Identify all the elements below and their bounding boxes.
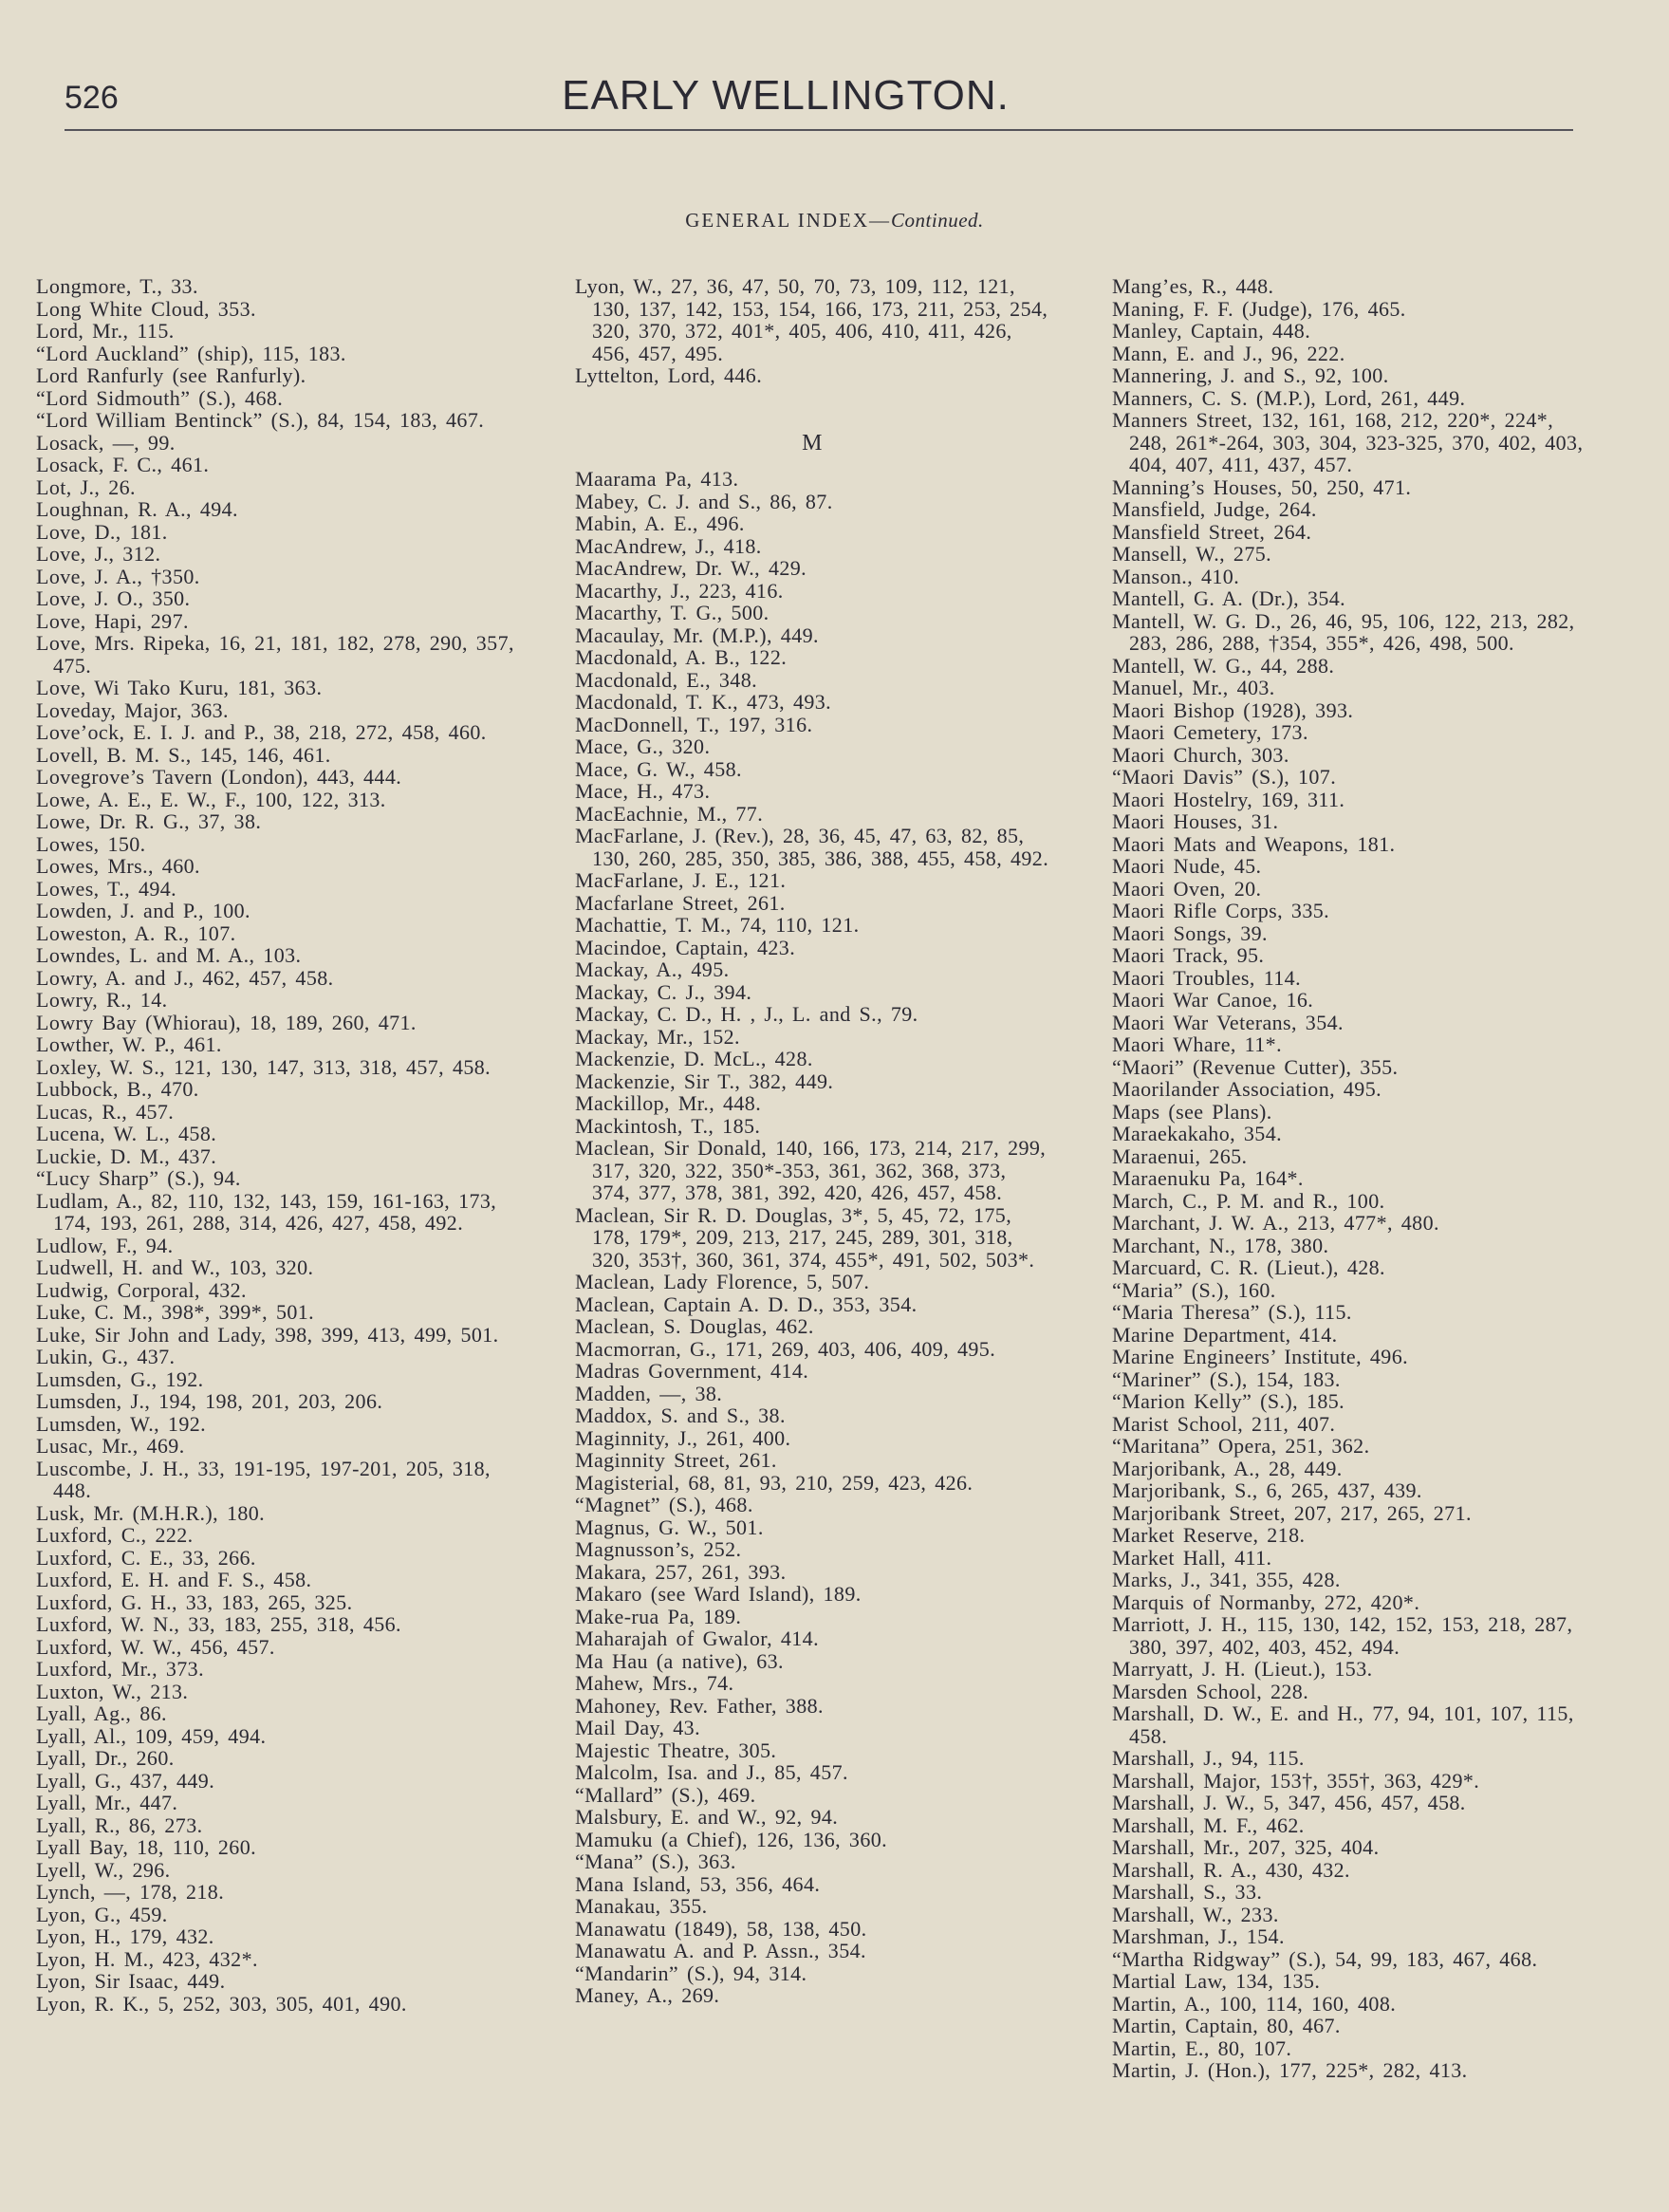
- index-entry: Mantell, G. A. (Dr.), 354.: [1112, 586, 1346, 610]
- index-entry: Lyell, W., 296.: [36, 1857, 171, 1882]
- column-2-bottom-entries: [575, 468, 1049, 2007]
- index-entry: Maning, F. F. (Judge), 176, 465.: [1112, 296, 1406, 321]
- index-entry: Losack, —, 99.: [36, 430, 176, 455]
- index-entry: Maori Nude, 45.: [1112, 854, 1262, 878]
- index-entry: Lubbock, B., 470.: [36, 1077, 199, 1101]
- index-entry: Luke, C. M., 398*, 399*, 501.: [36, 1300, 315, 1324]
- index-entry: Maney, A., 269.: [575, 1983, 720, 2007]
- index-entry: “Maori” (Revenue Cutter), 355.: [1112, 1054, 1399, 1079]
- index-column-1: [36, 275, 529, 2015]
- index-entry: “Lord Sidmouth” (S.), 468.: [36, 385, 284, 410]
- index-entry: Luxton, W., 213.: [36, 1679, 189, 1703]
- index-entry: Lyon, H., 179, 432.: [36, 1924, 214, 1948]
- index-entry: Mackay, C. J., 394.: [575, 979, 752, 1004]
- index-entry: Mansfield, Judge, 264.: [1112, 497, 1317, 521]
- index-entry: Love, Wi Tako Kuru, 181, 363.: [36, 676, 323, 699]
- index-entry: Manawatu A. and P. Assn., 354.: [575, 1939, 866, 1962]
- index-entry: Macfarlane Street, 261.: [575, 890, 786, 915]
- index-entry: Maclean, Sir R. D. Douglas, 3*, 5, 45, 72, 175, 178, 179*, 209, 213, 217, 245, 289, 301, 318, 320, 353†, 360, 361, 374, 455*, 491, 502, 503*.: [575, 1202, 1035, 1272]
- index-entry: Maps (see Plans).: [1112, 1099, 1272, 1124]
- index-entry: Luxford, C., 222.: [36, 1523, 194, 1547]
- index-entry: Lord, Mr., 115.: [36, 319, 175, 343]
- index-entry: Lowry Bay (Whiorau), 18, 189, 260, 471.: [36, 1010, 417, 1034]
- index-entry: Lyon, R. K., 5, 252, 303, 305, 401, 490.: [36, 1991, 407, 2016]
- index-entry: Mackenzie, D. McL., 428.: [575, 1047, 813, 1070]
- index-entry: Madden, —, 38.: [575, 1381, 723, 1405]
- index-entry: Magnus, G. W., 501.: [575, 1515, 764, 1539]
- index-entry: Marshman, J., 154.: [1112, 1924, 1285, 1948]
- index-entry: Lowndes, L. and M. A., 103.: [36, 943, 302, 967]
- index-entry: “Mandarin” (S.), 94, 314.: [575, 1961, 807, 1985]
- index-entry: Mansfield Street, 264.: [1112, 519, 1312, 544]
- index-entry: Lyon, Sir Isaac, 449.: [36, 1969, 226, 1993]
- index-entry: Lusac, Mr., 469.: [36, 1434, 185, 1458]
- index-entry: Mana Island, 53, 356, 464.: [575, 1871, 821, 1896]
- index-entry: Lyttelton, Lord, 446.: [575, 363, 763, 387]
- index-entry: Luke, Sir John and Lady, 398, 399, 413, 499, 501.: [36, 1322, 499, 1347]
- index-entry: Maori Songs, 39.: [1112, 920, 1268, 945]
- index-entry: Manners Street, 132, 161, 168, 212, 220*, 224*, 248, 261*-264, 303, 304, 323-325, 370, 402, 403, 404, 407, 411, 437, 457.: [1112, 408, 1584, 476]
- index-entry: Marist School, 211, 407.: [1112, 1411, 1336, 1436]
- index-entry: Lovegrove’s Tavern (London), 443, 444.: [36, 765, 402, 789]
- index-entry: Marryatt, J. H. (Lieut.), 153.: [1112, 1657, 1373, 1681]
- index-entry: Macarthy, T. G., 500.: [575, 601, 770, 624]
- index-entry: Love, Mrs. Ripeka, 16, 21, 181, 182, 278, 290, 357, 475.: [36, 631, 514, 678]
- index-entry: Ludwell, H. and W., 103, 320.: [36, 1255, 314, 1279]
- index-entry: Macdonald, T. K., 473, 493.: [575, 690, 832, 714]
- page-number: 526: [65, 80, 119, 116]
- index-entry: Marquis of Normanby, 272, 420*.: [1112, 1589, 1420, 1614]
- index-entry: Maori Whare, 11*.: [1112, 1032, 1282, 1056]
- index-entry: Martin, E., 80, 107.: [1112, 2035, 1292, 2060]
- index-entry: “Lucy Sharp” (S.), 94.: [36, 1166, 241, 1190]
- index-entry: Marchant, N., 178, 380.: [1112, 1233, 1329, 1257]
- index-entry: Lucena, W. L., 458.: [36, 1122, 217, 1145]
- index-entry: Macindoe, Captain, 423.: [575, 935, 796, 959]
- index-entry: Luxford, E. H. and F. S., 458.: [36, 1568, 312, 1591]
- index-entry: Love, J. A., †350.: [36, 564, 200, 588]
- index-entry: Maraenuku Pa, 164*.: [1112, 1166, 1304, 1190]
- index-entry: Marcuard, C. R. (Lieut.), 428.: [1112, 1255, 1385, 1279]
- index-entry: Marine Engineers’ Institute, 496.: [1112, 1345, 1408, 1368]
- index-entry: Losack, F. C., 461.: [36, 453, 210, 476]
- index-entry: Maori War Canoe, 16.: [1112, 988, 1314, 1012]
- index-entry: Marshall, S., 33.: [1112, 1880, 1263, 1904]
- index-entry: Mace, G., 320.: [575, 734, 711, 758]
- index-entry: Market Hall, 411.: [1112, 1545, 1272, 1570]
- index-entry: Luxford, W. W., 456, 457.: [36, 1634, 275, 1659]
- index-entry: Maraenui, 265.: [1112, 1143, 1248, 1168]
- index-entry: Lowry, A. and J., 462, 457, 458.: [36, 965, 334, 990]
- index-entry: Makara, 257, 261, 393.: [575, 1559, 787, 1584]
- index-entry: “Maria Theresa” (S.), 115.: [1112, 1300, 1352, 1324]
- index-entry: Love, D., 181.: [36, 519, 168, 544]
- index-entry: Maginnity, J., 261, 400.: [575, 1425, 791, 1450]
- index-entry: Lumsden, G., 192.: [36, 1366, 204, 1391]
- index-entry: Marjoribank Street, 207, 217, 265, 271.: [1112, 1500, 1472, 1525]
- index-entry: Lyall, Ag., 86.: [36, 1701, 167, 1725]
- index-entry: Ludwig, Corporal, 432.: [36, 1277, 247, 1302]
- index-entry: “Mallard” (S.), 469.: [575, 1782, 756, 1807]
- index-entry: Lowes, Mrs., 460.: [36, 854, 200, 878]
- index-entry: Maraekakaho, 354.: [1112, 1122, 1283, 1145]
- index-entry: Maclean, S. Douglas, 462.: [575, 1314, 814, 1338]
- index-entry: Loughnan, R. A., 494.: [36, 497, 238, 521]
- index-entry: “Mariner” (S.), 154, 183.: [1112, 1366, 1341, 1391]
- index-entry: Ludlam, A., 82, 110, 132, 143, 159, 161-163, 173, 174, 193, 261, 288, 314, 426, 427, 458, 492.: [36, 1188, 497, 1235]
- index-entry: Makaro (see Ward Island), 189.: [575, 1582, 862, 1606]
- index-entry: Luxford, C. E., 33, 266.: [36, 1545, 256, 1570]
- index-entry: Maharajah of Gwalor, 414.: [575, 1626, 819, 1650]
- index-entry: MacAndrew, J., 418.: [575, 533, 762, 558]
- index-entry: Mackillop, Mr., 448.: [575, 1091, 762, 1115]
- index-entry: Mackintosh, T., 185.: [575, 1113, 761, 1138]
- index-entry: Mace, G. W., 458.: [575, 756, 742, 781]
- index-entry: Lyall, G., 437, 449.: [36, 1768, 215, 1793]
- index-entry: Marshall, R. A., 430, 432.: [1112, 1857, 1350, 1882]
- index-entry: Luckie, D. M., 437.: [36, 1143, 217, 1168]
- index-entry: Marine Department, 414.: [1112, 1322, 1338, 1347]
- index-entry: Marshall, D. W., E. and H., 77, 94, 101, 107, 115, 458.: [1112, 1701, 1574, 1748]
- index-entry: Lowes, T., 494.: [36, 876, 177, 901]
- index-subheading: [0, 209, 1669, 232]
- index-entry: Manners, C. S. (M.P.), Lord, 261, 449.: [1112, 385, 1466, 410]
- index-entry: Maori Mats and Weapons, 181.: [1112, 831, 1396, 856]
- index-entry: Longmore, T., 33.: [36, 274, 198, 298]
- index-entry: Manley, Captain, 448.: [1112, 319, 1311, 343]
- index-entry: Lucas, R., 457.: [36, 1099, 175, 1124]
- index-entry: Macmorran, G., 171, 269, 403, 406, 409, 495.: [575, 1336, 996, 1361]
- index-column-3: [1112, 275, 1586, 2082]
- index-entry: Lyall Bay, 18, 110, 260.: [36, 1835, 257, 1859]
- index-entry: Manawatu (1849), 58, 138, 450.: [575, 1916, 867, 1941]
- index-entry: Mabin, A. E., 496.: [575, 511, 745, 535]
- index-entry: Lumsden, W., 192.: [36, 1411, 207, 1436]
- index-entry: Martin, Captain, 80, 467.: [1112, 2014, 1341, 2037]
- index-entry: Marshall, Mr., 207, 325, 404.: [1112, 1835, 1380, 1859]
- index-entry: Ludlow, F., 94.: [36, 1233, 174, 1257]
- index-entry: Maclean, Sir Donald, 140, 166, 173, 214, 217, 299, 317, 320, 322, 350*-353, 361, 362, 368, 373, 374, 377, 378, 381, 392, 420, 426, 457, 458.: [575, 1136, 1047, 1204]
- index-entry: Ma Hau (a native), 63.: [575, 1648, 784, 1673]
- index-entry: Lyall, Dr., 260.: [36, 1746, 175, 1770]
- column-2-top-entries: [575, 275, 1049, 387]
- subheading-main: GENERAL INDEX—: [685, 209, 892, 232]
- index-entry: Marshall, J. W., 5, 347, 456, 457, 458.: [1112, 1791, 1466, 1814]
- index-entry: Maddox, S. and S., 38.: [575, 1403, 786, 1427]
- index-entry: Lowry, R., 14.: [36, 988, 168, 1012]
- index-entry: “Lord Auckland” (ship), 115, 183.: [36, 341, 346, 365]
- index-entry: Martin, J. (Hon.), 177, 225*, 282, 413.: [1112, 2058, 1468, 2082]
- section-letter-m: M: [802, 430, 823, 455]
- index-entry: Maori Hostelry, 169, 311.: [1112, 787, 1345, 811]
- index-entry: Mail Day, 43.: [575, 1716, 700, 1739]
- index-entry: Make-rua Pa, 189.: [575, 1604, 742, 1628]
- index-entry: Macdonald, A. B., 122.: [575, 645, 788, 669]
- index-entry: Manson., 410.: [1112, 564, 1240, 588]
- index-entry: Lyall, R., 86, 273.: [36, 1812, 203, 1837]
- index-entry: Luxford, W. N., 33, 183, 255, 318, 456.: [36, 1612, 401, 1636]
- index-entry: Maorilander Association, 495.: [1112, 1077, 1382, 1101]
- index-entry: Lord Ranfurly (see Ranfurly).: [36, 363, 306, 387]
- index-entry: Maclean, Lady Florence, 5, 507.: [575, 1270, 870, 1293]
- index-entry: Loveday, Major, 363.: [36, 697, 229, 722]
- index-entry: Mackenzie, Sir T., 382, 449.: [575, 1069, 834, 1093]
- index-entry: Lot, J., 26.: [36, 474, 136, 499]
- index-entry: “Martha Ridgway” (S.), 54, 99, 183, 467, 468.: [1112, 1946, 1538, 1971]
- index-entry: Manakau, 355.: [575, 1894, 708, 1918]
- index-entry: Mackay, Mr., 152.: [575, 1024, 740, 1049]
- index-entry: Mackay, C. D., H. , J., L. and S., 79.: [575, 1002, 918, 1026]
- index-entry: Love’ock, E. I. J. and P., 38, 218, 272, 458, 460.: [36, 720, 487, 744]
- index-entry: Luscombe, J. H., 33, 191-195, 197-201, 205, 318, 448.: [36, 1456, 491, 1502]
- index-entry: Mann, E. and J., 96, 222.: [1112, 341, 1345, 365]
- index-entry: Majestic Theatre, 305.: [575, 1738, 777, 1762]
- header-rule: [65, 129, 1573, 131]
- index-entry: Luxford, Mr., 373.: [36, 1657, 204, 1681]
- index-entry: Maarama Pa, 413.: [575, 467, 739, 491]
- index-entry: Magisterial, 68, 81, 93, 210, 259, 423, 426.: [575, 1470, 974, 1495]
- index-entry: Lusk, Mr. (M.H.R.), 180.: [36, 1500, 266, 1525]
- index-entry: Malcolm, Isa. and J., 85, 457.: [575, 1760, 848, 1784]
- index-entry: Marks, J., 341, 355, 428.: [1112, 1568, 1341, 1591]
- index-entry: Mannering, J. and S., 92, 100.: [1112, 363, 1389, 387]
- index-entry: Macarthy, J., 223, 416.: [575, 578, 784, 603]
- index-entry: Mahew, Mrs., 74.: [575, 1671, 734, 1695]
- index-entry: Marjoribank, S., 6, 265, 437, 439.: [1112, 1478, 1422, 1502]
- index-entry: Luxford, G. H., 33, 183, 265, 325.: [36, 1589, 353, 1614]
- index-entry: Lyon, W., 27, 36, 47, 50, 70, 73, 109, 112, 121, 130, 137, 142, 153, 154, 166, 173, 211, 253, 254, 320, 370, 372, 401*, 405, 406, 410, 411, 426, 456, 457, 495.: [575, 274, 1048, 365]
- index-entry: MacFarlane, J. (Rev.), 28, 36, 45, 47, 63, 82, 85, 130, 260, 285, 350, 385, 386, 388, 455, 458, 492.: [575, 824, 1049, 870]
- index-entry: MacDonnell, T., 197, 316.: [575, 712, 813, 736]
- index-entry: Marshall, J., 94, 115.: [1112, 1746, 1305, 1770]
- index-entry: Lowe, Dr. R. G., 37, 38.: [36, 809, 262, 833]
- index-entry: Macdonald, E., 348.: [575, 667, 758, 692]
- index-entry: Mang’es, R., 448.: [1112, 274, 1274, 298]
- index-entry: Maori Troubles, 114.: [1112, 965, 1301, 990]
- index-entry: Manuel, Mr., 403.: [1112, 676, 1275, 699]
- index-entry: MacEachnie, M., 77.: [575, 801, 764, 826]
- index-entry: Machattie, T. M., 74, 110, 121.: [575, 913, 860, 937]
- index-entry: Lyon, H. M., 423, 432*.: [36, 1946, 258, 1971]
- index-entry: Marshall, W., 233.: [1112, 1902, 1279, 1926]
- running-header: [65, 72, 1573, 131]
- index-entry: Marjoribank, A., 28, 449.: [1112, 1456, 1343, 1480]
- page-title: EARLY WELLINGTON.: [562, 72, 1010, 119]
- index-entry: Malsbury, E. and W., 92, 94.: [575, 1805, 839, 1829]
- index-entry: Maginnity Street, 261.: [575, 1448, 777, 1472]
- index-entry: Madras Government, 414.: [575, 1359, 809, 1383]
- index-entry: “Maria” (S.), 160.: [1112, 1277, 1276, 1302]
- index-entry: Mahoney, Rev. Father, 388.: [575, 1693, 824, 1718]
- index-entry: “Lord William Bentinck” (S.), 84, 154, 183, 467.: [36, 408, 485, 432]
- index-entry: Loweston, A. R., 107.: [36, 920, 236, 945]
- index-entry: Lowe, A. E., E. W., F., 100, 122, 313.: [36, 787, 386, 811]
- index-entry: Maori Cemetery, 173.: [1112, 720, 1308, 744]
- index-entry: Maori Rifle Corps, 335.: [1112, 899, 1330, 922]
- subheading-continued: Continued.: [891, 209, 984, 232]
- index-entry: Mantell, W. G., 44, 288.: [1112, 653, 1335, 678]
- index-entry: “Marion Kelly” (S.), 185.: [1112, 1389, 1345, 1413]
- index-entry: Lynch, —, 178, 218.: [36, 1880, 225, 1904]
- index-entry: “Magnet” (S.), 468.: [575, 1493, 753, 1516]
- index-entry: Martin, A., 100, 114, 160, 408.: [1112, 1991, 1397, 2016]
- index-entry: Maori Bishop (1928), 393.: [1112, 697, 1354, 722]
- index-entry: Lukin, G., 437.: [36, 1345, 176, 1368]
- index-entry: Marsden School, 228.: [1112, 1679, 1309, 1703]
- index-entry: MacAndrew, Dr. W., 429.: [575, 556, 807, 580]
- index-entry: Macaulay, Mr. (M.P.), 449.: [575, 623, 819, 647]
- index-entry: Mace, H., 473.: [575, 779, 711, 803]
- index-entry: Lyon, G., 459.: [36, 1902, 168, 1926]
- index-entry: Lyall, Al., 109, 459, 494.: [36, 1723, 267, 1748]
- index-entry: “Mana” (S.), 363.: [575, 1850, 736, 1873]
- index-entry: Loxley, W. S., 121, 130, 147, 313, 318, 457, 458.: [36, 1054, 491, 1079]
- index-entry: March, C., P. M. and R., 100.: [1112, 1188, 1385, 1213]
- index-entry: Manning’s Houses, 50, 250, 471.: [1112, 474, 1412, 499]
- index-entry: Maori War Veterans, 354.: [1112, 1010, 1344, 1034]
- index-entry: Mackay, A., 495.: [575, 957, 730, 981]
- index-entry: Long White Cloud, 353.: [36, 296, 256, 321]
- index-entry: Mamuku (a Chief), 126, 136, 360.: [575, 1827, 888, 1851]
- index-entry: “Maori Davis” (S.), 107.: [1112, 765, 1337, 789]
- index-entry: Lovell, B. M. S., 145, 146, 461.: [36, 742, 331, 767]
- index-entry: Lowes, 150.: [36, 831, 146, 856]
- index-entry: Maori Church, 303.: [1112, 742, 1289, 767]
- index-entry: Lumsden, J., 194, 198, 201, 203, 206.: [36, 1389, 383, 1413]
- index-entry: Love, J. O., 350.: [36, 586, 191, 610]
- index-entry: Lowther, W. P., 461.: [36, 1032, 222, 1056]
- index-entry: Maori Oven, 20.: [1112, 876, 1262, 901]
- index-entry: Love, J., 312.: [36, 542, 161, 566]
- index-entry: Martial Law, 134, 135.: [1112, 1969, 1321, 1993]
- index-entry: Market Reserve, 218.: [1112, 1523, 1306, 1547]
- index-column-2: [575, 275, 1049, 2007]
- index-entry: Maclean, Captain A. D. D., 353, 354.: [575, 1292, 918, 1316]
- index-entry: Marshall, M. F., 462.: [1112, 1812, 1305, 1837]
- index-entry: “Maritana” Opera, 251, 362.: [1112, 1434, 1370, 1458]
- index-entry: MacFarlane, J. E., 121.: [575, 868, 787, 892]
- index-entry: Marchant, J. W. A., 213, 477*, 480.: [1112, 1211, 1439, 1235]
- index-entry: Magnusson’s, 252.: [575, 1537, 742, 1561]
- index-entry: Lyall, Mr., 447.: [36, 1791, 178, 1814]
- index-entry: Maori Track, 95.: [1112, 943, 1265, 967]
- index-entry: Mantell, W. G. D., 26, 46, 95, 106, 122, 213, 282, 283, 286, 288, †354, 355*, 426, 498, 500.: [1112, 608, 1575, 655]
- index-entry: Maori Houses, 31.: [1112, 809, 1279, 833]
- index-entry: Lowden, J. and P., 100.: [36, 899, 250, 922]
- index-entry: Marriott, J. H., 115, 130, 142, 152, 153, 218, 287, 380, 397, 402, 403, 452, 494.: [1112, 1612, 1573, 1659]
- index-entry: Mansell, W., 275.: [1112, 542, 1272, 566]
- index-entry: Love, Hapi, 297.: [36, 608, 189, 633]
- index-entry: Marshall, Major, 153†, 355†, 363, 429*.: [1112, 1768, 1480, 1793]
- index-entry: Mabey, C. J. and S., 86, 87.: [575, 489, 833, 513]
